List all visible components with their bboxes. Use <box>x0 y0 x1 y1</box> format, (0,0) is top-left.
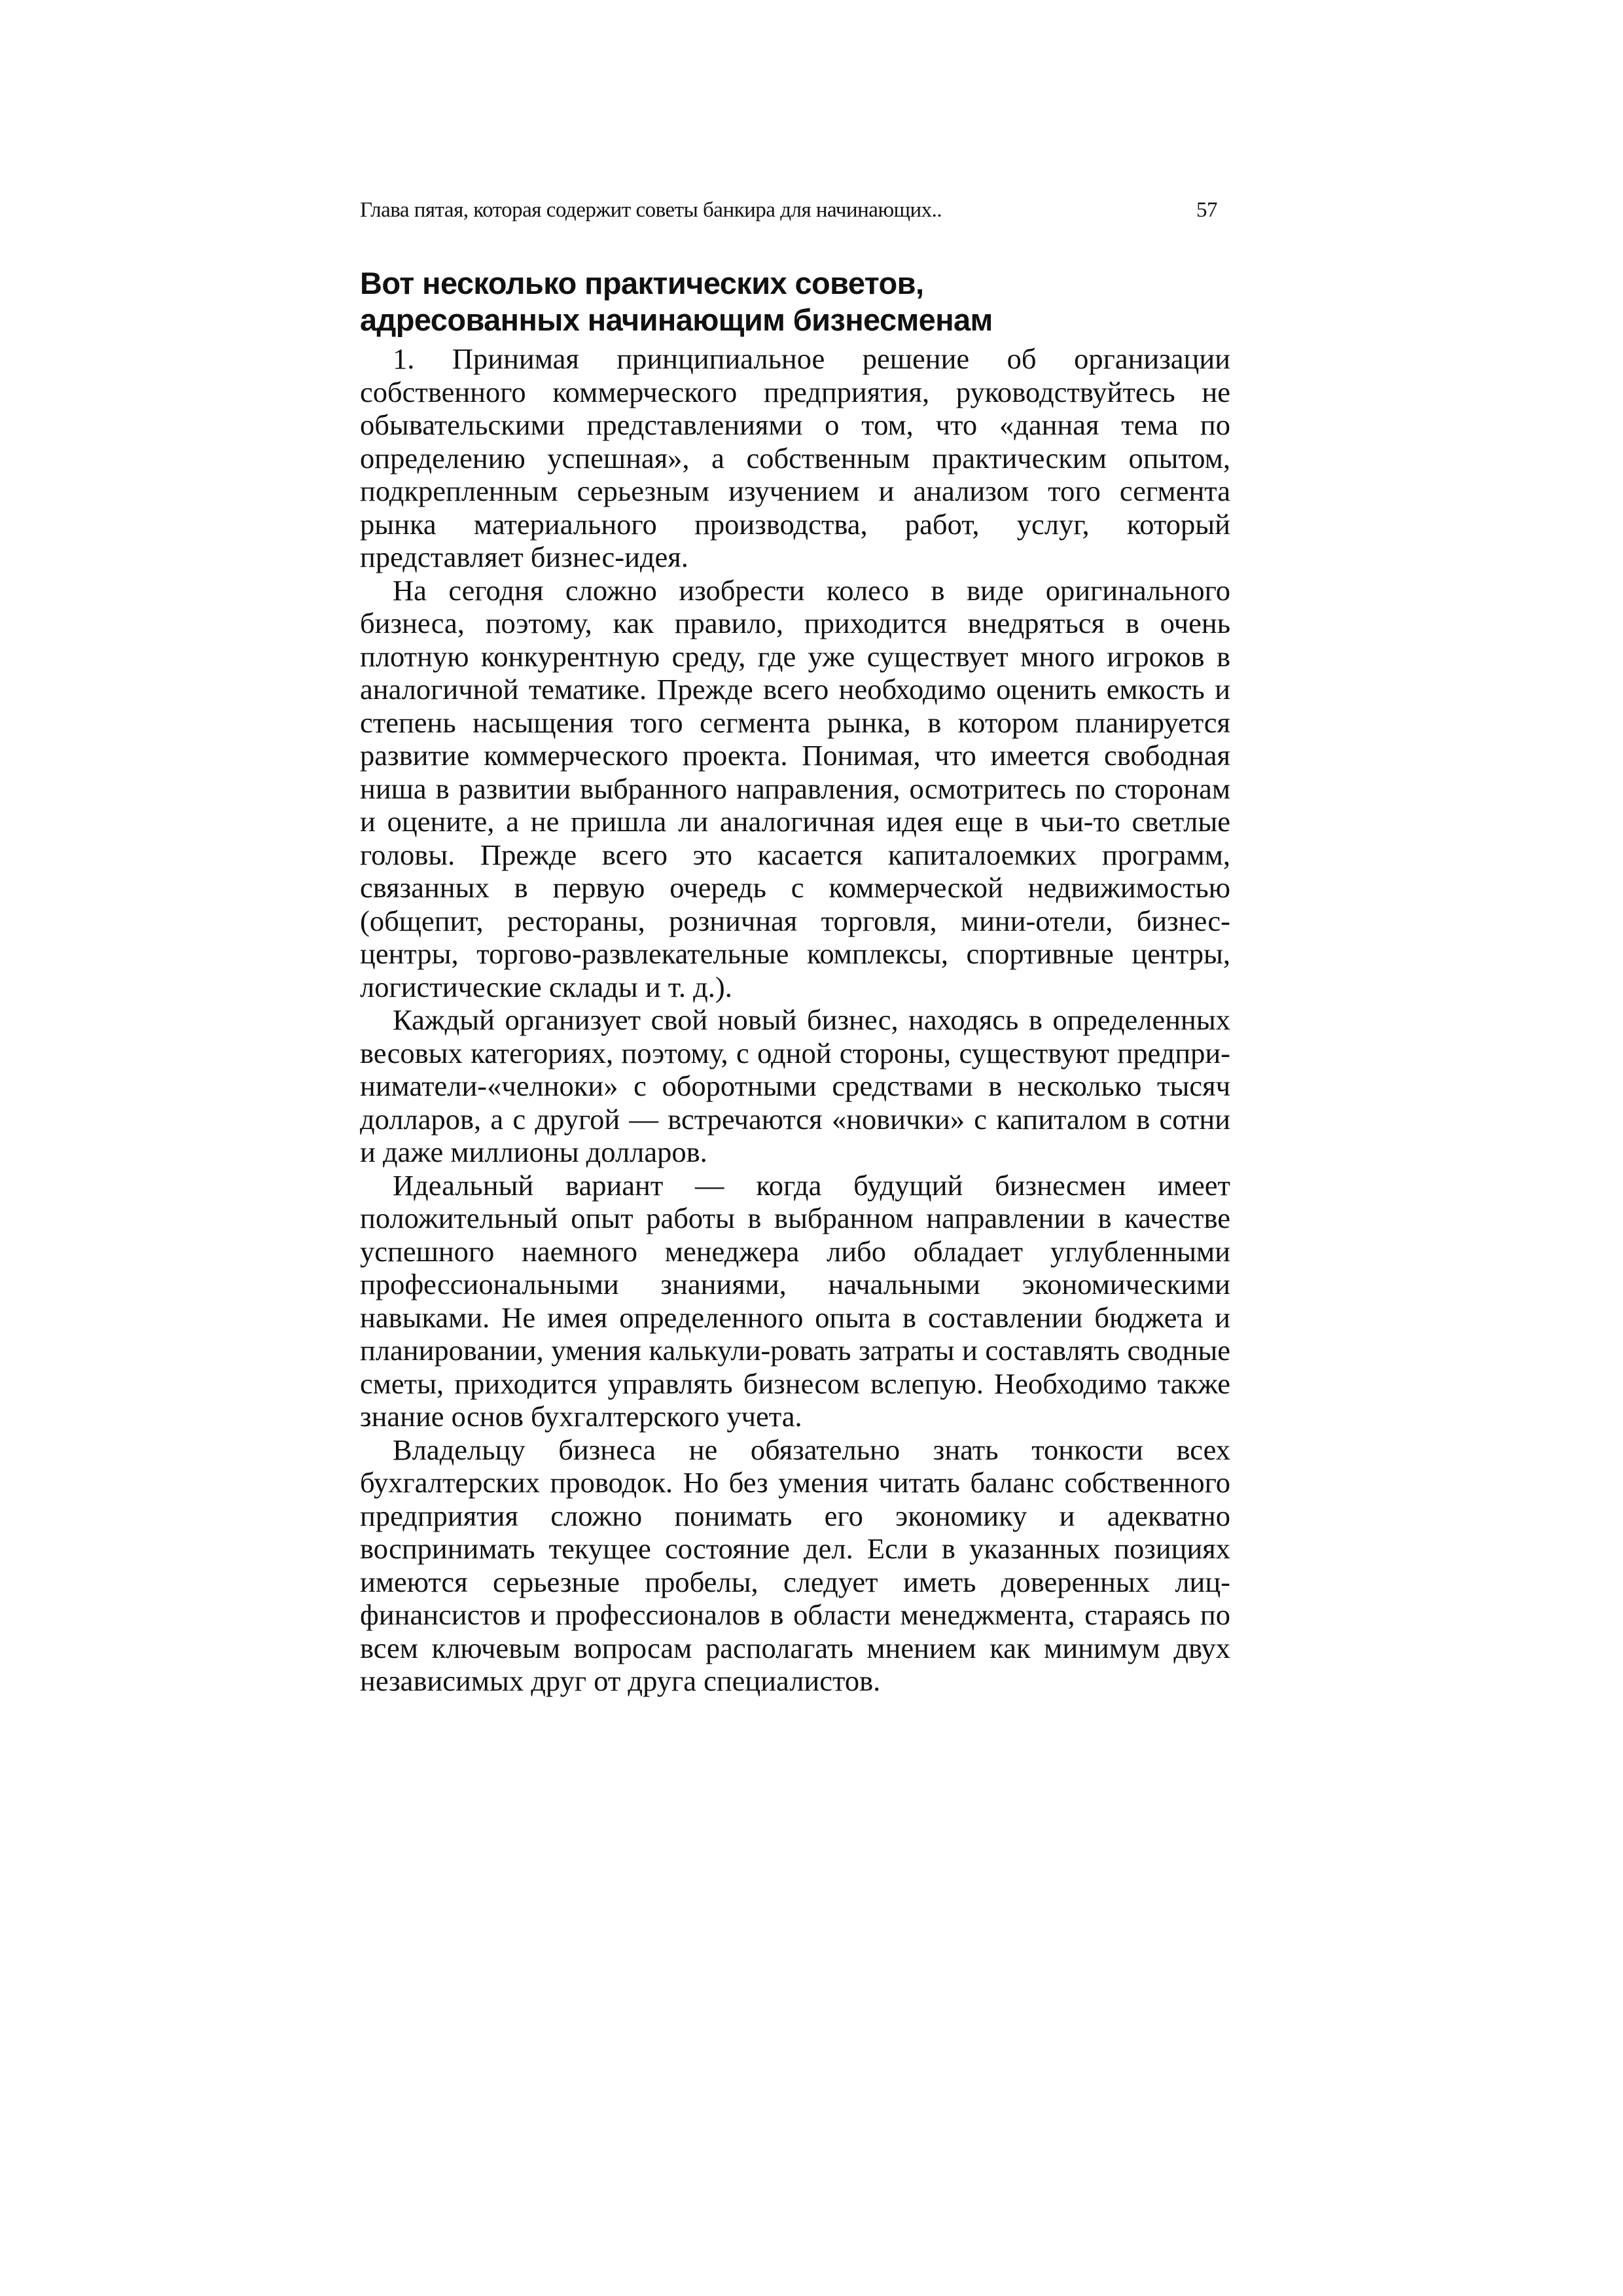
book-page <box>360 193 1230 1698</box>
running-title: Глава пятая, которая содержит советы банкира для начинающих.. <box>360 198 942 222</box>
paragraph-1: 1. Принимая принципиальное решение об организации собственного коммерческого предприятия, руководствуйтесь не обывательскими представлениями о том, что «данная тема по определению успешная», а собственным практическим опытом, подкрепленным серьезным изучением и анализом того сегмента рынка материального производства, работ, услуг, который представляет бизнес-идея. <box>360 342 1230 573</box>
section-title <box>360 265 1230 338</box>
paragraph-3: Каждый организует свой новый бизнес, находясь в определенных весовых категориях, поэтому, с одной стороны, существуют предпри-ниматели-«челноки» с оборотными средствами в несколько тысяч долларов, а с другой — встречаются «новички» с капиталом в сотни и даже миллионы долларов. <box>360 1003 1230 1168</box>
section-title-line-1: Вот несколько практических советов, <box>360 266 924 300</box>
running-header <box>360 193 1230 232</box>
paragraph-5: Владельцу бизнеса не обязательно знать тонкости всех бухгалтерских проводок. Но без умения читать баланс собственного предприятия сложно понимать его экономику и адекватно воспринимать текущее состояние дел. Если в указанных позициях имеются серьезные пробелы, следует иметь доверенных лиц-финансистов и профессионалов в области менеджмента, стараясь по всем ключевым вопросам располагать мнением как минимум двух независимых друг от друга специалистов. <box>360 1433 1230 1697</box>
body-text <box>360 342 1230 1698</box>
page-number: 57 <box>1196 198 1217 222</box>
paragraph-4: Идеальный вариант — когда будущий бизнесмен имеет положительный опыт работы в выбранном направлении в качестве успешного наемного менеджера либо обладает углубленными профессиональными знаниями, начальными экономическими навыками. Не имея определенного опыта в составлении бюджета и планировании, умения калькули-ровать затраты и составлять сводные сметы, приходится управлять бизнесом вслепую. Необходимо также знание основ бухгалтерского учета. <box>360 1168 1230 1433</box>
paragraph-2: На сегодня сложно изобрести колесо в виде оригинального бизнеса, поэтому, как правило, приходится внедряться в очень плотную конкурентную среду, где уже существует много игроков в аналогичной тематике. Прежде всего необходимо оценить емкость и степень насыщения того сегмента рынка, в котором планируется развитие коммерческого проекта. Понимая, что имеется свободная ниша в развитии выбранного направления, осмотритесь по сторонам и оцените, а не пришла ли аналогичная идея еще в чьи-то светлые головы. Прежде всего это касается капиталоемких программ, связанных в первую очередь с коммерческой недвижимостью (общепит, рестораны, розничная торговля, мини-отели, бизнес-центры, торгово-развлекательные комплексы, спортивные центры, логистические склады и т. д.). <box>360 573 1230 1003</box>
section-title-line-2: адресованных начинающим бизнесменам <box>360 302 993 337</box>
